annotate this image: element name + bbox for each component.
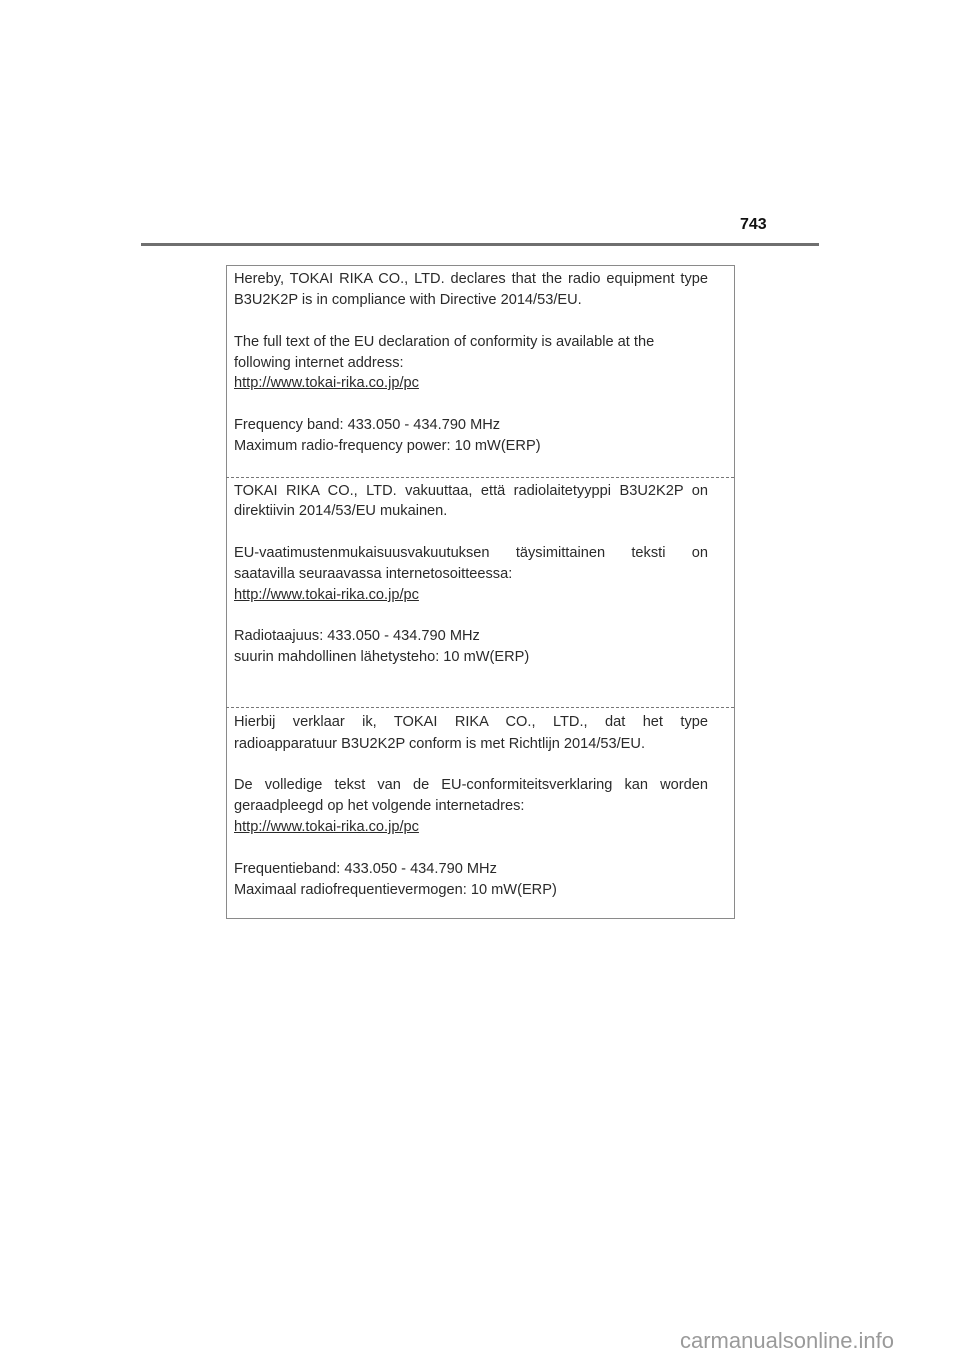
section-divider xyxy=(226,707,734,708)
declaration-link[interactable]: http://www.tokai-rika.co.jp/pc xyxy=(234,375,419,391)
section-divider xyxy=(226,477,734,478)
text-line: Maximum radio-frequency power: 10 mW(ERP) xyxy=(234,438,541,454)
text-line: radioapparatuur B3U2K2P conform is met Richtlijn 2014/53/EU. xyxy=(234,736,646,752)
text-line: Radiotaajuus: 433.050 - 434.790 MHz xyxy=(234,628,480,644)
text-line: geraadpleegd op het volgende internetadres: xyxy=(234,798,525,814)
text-line: suurin mahdollinen lähetysteho: 10 mW(ERP) xyxy=(234,649,530,665)
text-line: TOKAI RIKA CO., LTD. vakuuttaa, että radiolaitetyyppi B3U2K2P on xyxy=(234,483,708,499)
watermark: carmanualsonline.info xyxy=(680,1328,895,1353)
text-line: Hereby, TOKAI RIKA CO., LTD. declares that the radio equipment type xyxy=(234,271,708,287)
text-line: direktiivin 2014/53/EU mukainen. xyxy=(234,503,448,519)
page-number: 743 xyxy=(740,216,767,233)
text-line: The full text of the EU declaration of conformity is available at the xyxy=(234,334,655,350)
text-line: EU-vaatimustenmukaisuusvakuutuksen täysimittainen teksti on xyxy=(234,545,708,561)
declaration-link[interactable]: http://www.tokai-rika.co.jp/pc xyxy=(234,819,419,835)
text-line: De volledige tekst van de EU-conformiteitsverklaring kan worden xyxy=(234,777,708,793)
text-line: Frequency band: 433.050 - 434.790 MHz xyxy=(234,417,501,433)
declaration-link[interactable]: http://www.tokai-rika.co.jp/pc xyxy=(234,587,419,603)
text-line: saatavilla seuraavassa internetosoitteessa: xyxy=(234,566,513,582)
text-line: Hierbij verklaar ik, TOKAI RIKA CO., LTD., dat het type xyxy=(234,714,708,730)
text-line: Frequentieband: 433.050 - 434.790 MHz xyxy=(234,861,497,877)
header-rule xyxy=(141,243,819,246)
text-line: following internet address: xyxy=(234,355,404,371)
text-line: Maximaal radiofrequentievermogen: 10 mW(ERP) xyxy=(234,882,557,898)
text-line: B3U2K2P is in compliance with Directive 2014/53/EU. xyxy=(234,292,582,308)
